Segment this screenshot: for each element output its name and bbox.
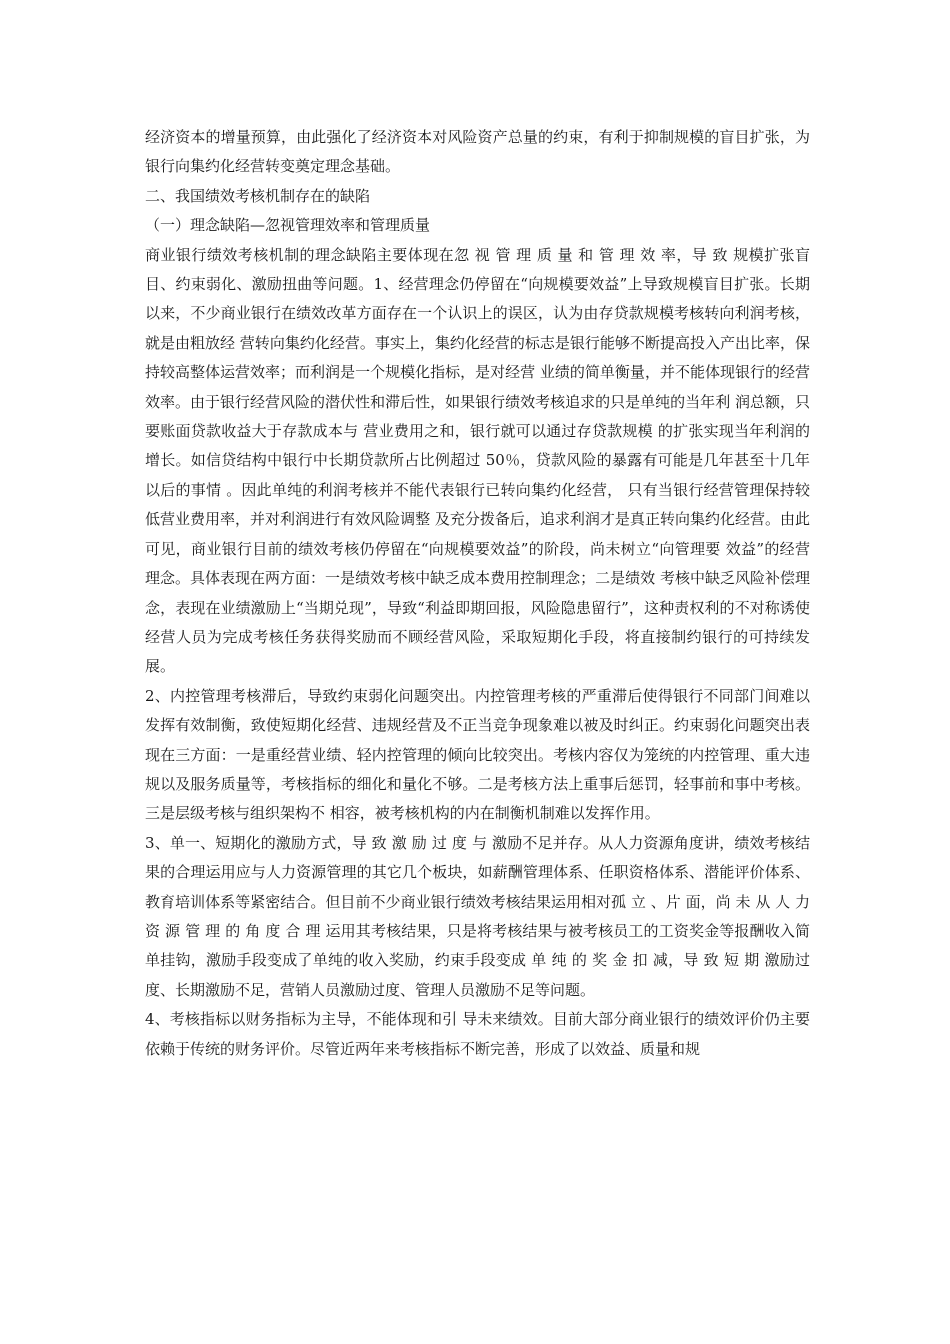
paragraph-internal-control: 2、内控管理考核滞后，导致约束弱化问题突出。内控管理考核的严重滞后使得银行不同部门间难以发挥有效制衡，致使短期化经营、违规经营及不正当竞争现象难以被及时纠正。约束弱化问题突出表现在三方面：一是重经营业绩、轻内控管理的倾向比较突出。考核内容仅为笼统的内控管理、重大违规以及服务质量等，考核指标的细化和量化不够。二是考核方法上重事后惩罚，轻事前和事中考核。三是层级考核与组织架构不 相容，被考核机构的内在制衡机制难以发挥作用。 — [145, 686, 810, 823]
paragraph-indicators: 4、考核指标以财务指标为主导，不能体现和引 导未来绩效。目前大部分商业银行的绩效评价仍主要依赖于传统的财务评价。尽管近两年来考核指标不断完善，形成了以效益、质量和规 — [145, 1010, 810, 1058]
paragraph-continuation: 经济资本的增量预算，由此强化了经济资本对风险资产总量的约束，有利于抑制规模的盲目扩张，为银行向集约化经营转变奠定理念基础。 — [145, 128, 810, 176]
paragraph-incentive: 3、单一、短期化的激励方式，导 致 激 励 过 度 与 激励不足并存。从人力资源角度讲，绩效考核结 果的合理运用应与人力资源管理的其它几个板块，如薪酬管理体系、任职资格体系、潜能评价体系、教育培训体系等紧密结合。但目前不少商业银行绩效考核结果运用相对孤 立 、片 面，尚 未 从 人 力 资 源 管 理 的 角 度 合 理 运用其考核结果，只是将考核结果与被考核员工的工资奖金等报酬收入简单挂钩，激励手段变成了单纯的收入奖励，约束手段变成 单 纯 的 奖 金 扣 减，导 致 短 期 激励过度、长期激励不足，营销人员激励过度、管理人员激励不足等问题。 — [145, 833, 810, 999]
section-heading: 二、我国绩效考核机制存在的缺陷 — [145, 186, 371, 205]
paragraph-concept-defects: 商业银行绩效考核机制的理念缺陷主要体现在忽 视 管 理 质 量 和 管 理 效 率，导 致 规模扩张盲目、约束弱化、激励扭曲等问题。1、经营理念仍停留在“向规模要效益”上导致规模盲目扩张。长期以来，不少商业银行在绩效改革方面存在一个认识上的误区，认为由存贷款规模考核转向利润考核，就是由粗放经 营转向集约化经营。事实上，集约化经营的标志是银行能够不断提高投入产出比率，保持较高整体运营效率；而利润是一个规模化指标，是对经营 业绩的简单衡量，并不能体现银行的经营效率。由于银行经营风险的潜伏性和滞后性，如果银行绩效考核追求的只是单纯的当年利 润总额，只要账面贷款收益大于存款成本与 营业费用之和，银行就可以通过存贷款规模 的扩张实现当年利润的增长。如信贷结构中银行中长期贷款所占比例超过 50％，贷款风险的暴露有可能是几年甚至十几年以后的事情 。因此单纯的利润考核并不能代表银行已转向集约化经营， 只有当银行经营管理保持较 低营业费用率，并对利润进行有效风险调整 及充分拨备后，追求利润才是真正转向集约化经营。由此可见，商业银行目前的绩效考核仍停留在“向规模要效益”的阶段，尚未树立“向管理要 效益”的经营理念。具体表现在两方面：一是绩效考核中缺乏成本费用控制理念；二是绩效 考核中缺乏风险补偿理念，表现在业绩激励上“当期兑现”，导致“利益即期回报，风险隐患留行”，这种责权利的不对称诱使 经营人员为完成考核任务获得奖励而不顾经营风险，采取短期化手段，将直接制约银行的可持续发展。 — [145, 245, 810, 676]
document-body — [145, 123, 810, 1064]
subsection-heading: （一）理念缺陷—忽视管理效率和管理质量 — [145, 216, 431, 235]
